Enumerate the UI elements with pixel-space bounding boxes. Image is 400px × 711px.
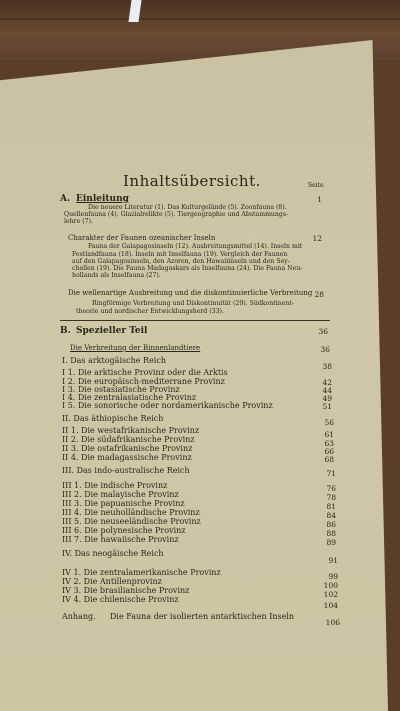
toc-entry: I 5. Die sonorische oder nordamerikanische Provinz — [62, 401, 273, 410]
toc-entry: III 1. Die indische Provinz — [62, 481, 168, 490]
charakter-line: auf den Galapagosinseln, den Azoren, den Hawaiiinseln und den Sey- — [72, 258, 290, 265]
intro-line: Quellenfauna (4). Glazialrelikte (5). Tiergeographie und Abstammungs- — [64, 211, 289, 218]
wellen-title: Die wellenartige Ausbreitung und die diskontinuierliche Verbreitung — [68, 289, 313, 297]
toc-entry: III 2. Die malayische Provinz — [62, 490, 179, 499]
toc-entry: IV 3. Die brasilianische Provinz — [62, 586, 190, 595]
toc-page: 78 — [326, 493, 336, 502]
part-b-label: B. — [60, 326, 71, 336]
toc-entry: I 3. Die ostasiatische Provinz — [62, 385, 180, 394]
reich-title: III. Das indo-australische Reich — [62, 466, 190, 475]
charakter-line: Fauna der Galapagosinseln (12). Ausbreitungsmittel (14). Inseln mit — [88, 243, 303, 250]
part-a-page: 1 — [317, 195, 322, 204]
anhang-page: 106 — [325, 618, 340, 627]
toc-entry: II 2. Die südafrikanische Provinz — [62, 435, 195, 444]
charakter-line: chellen (19). Die Fauna Madagaskars als Inselfauna (24). Die Fauna Neu- — [72, 265, 303, 272]
page-column-label: Seite — [308, 182, 324, 189]
charakter-page: 12 — [312, 234, 322, 243]
reich-page: 38 — [322, 362, 332, 371]
toc-page: 44 — [322, 386, 332, 395]
part-b-page: 36 — [318, 327, 328, 336]
reich-title: IV. Das neogäische Reich — [62, 549, 164, 558]
toc-page: 86 — [326, 520, 336, 529]
toc-page: 99 — [328, 572, 338, 581]
intro-line: Die neuere Literatur (1). Das Kulturgelände (5). Zoonfauna (8). — [88, 204, 287, 211]
toc-entry: IV 1. Die zentralamerikanische Provinz — [62, 568, 221, 577]
toc-page: 100 — [323, 581, 338, 590]
toc-entry: II 3. Die ostafrikanische Provinz — [62, 444, 193, 453]
charakter-title: Charakter der Faunen ozeanischer Inseln — [68, 234, 216, 242]
toc-page: 102 — [323, 590, 338, 599]
toc-page: 89 — [326, 538, 336, 547]
toc-entry: I 2. Die europäisch-mediterrane Provinz — [62, 377, 225, 386]
toc-page: 104 — [323, 601, 338, 610]
toc-page: 81 — [326, 502, 336, 511]
charakter-line: hollands als Inselfauna (27). — [72, 272, 161, 279]
reich-title: I. Das arktogäische Reich — [62, 356, 166, 365]
anhang-title: Die Fauna der isolierten antarktischen Inseln — [110, 612, 295, 621]
toc-page: 49 — [322, 394, 332, 403]
verbreitung-page: 36 — [320, 345, 330, 354]
toc-entry: I 4. Die zentralasiatische Provinz — [62, 393, 197, 402]
reich-page: 91 — [328, 556, 338, 565]
anhang-label: Anhang. — [62, 612, 96, 621]
toc-entry: II 1. Die westafrikanische Provinz — [62, 426, 200, 435]
toc-entry: III 7. Die hawaiische Provinz — [62, 535, 179, 544]
toc-page: 76 — [326, 484, 336, 493]
toc-page: 61 — [324, 430, 334, 439]
wellen-line: theorie und nordischer Entwicklungsherd (33). — [76, 308, 224, 315]
toc-entry: III 5. Die neuseeländische Provinz — [62, 517, 201, 526]
toc-entry: II 4. Die madagassische Provinz — [62, 453, 192, 462]
toc-page: 63 — [324, 439, 334, 448]
wellen-page: 28 — [314, 290, 324, 299]
part-b-title: Spezieller Teil — [76, 326, 148, 336]
toc-entry: IV 4. Die chilenische Provinz — [62, 595, 179, 604]
toc-page: 66 — [324, 447, 334, 456]
toc-entry: III 3. Die papuanische Provinz — [62, 499, 185, 508]
toc-page: 42 — [322, 378, 332, 387]
toc-page: 68 — [324, 455, 334, 464]
toc-entry: III 4. Die neuholländische Provinz — [62, 508, 200, 517]
page-title: Inhaltsübersicht. — [123, 172, 261, 190]
wellen-line: Ringförmige Verbreitung und Diskontinuität (29). Südkontinent- — [92, 300, 294, 307]
toc-entry: I 1. Die arktische Provinz oder die Arktis — [62, 368, 228, 377]
reich-page: 71 — [326, 469, 336, 478]
charakter-line: Festlandfauna (18). Inseln mit Inselfauna (19). Vergleich der Faunen — [72, 251, 288, 258]
reich-page: 56 — [324, 418, 334, 427]
part-a-title: Einleitung — [76, 194, 129, 204]
verbreitung-title: Die Verbreitung der Binnenlandtiere — [70, 344, 201, 352]
toc-entry: IV 2. Die Antillenprovinz — [62, 577, 162, 586]
toc-page: 51 — [322, 402, 332, 411]
part-a-label: A. — [60, 194, 71, 204]
divider — [60, 320, 330, 321]
intro-line: lehre (7). — [64, 218, 93, 225]
toc-page: 84 — [326, 511, 336, 520]
toc-page: 88 — [326, 529, 336, 538]
toc-entry: III 6. Die polynesische Provinz — [62, 526, 186, 535]
reich-title: II. Das äthiopische Reich — [62, 414, 164, 423]
